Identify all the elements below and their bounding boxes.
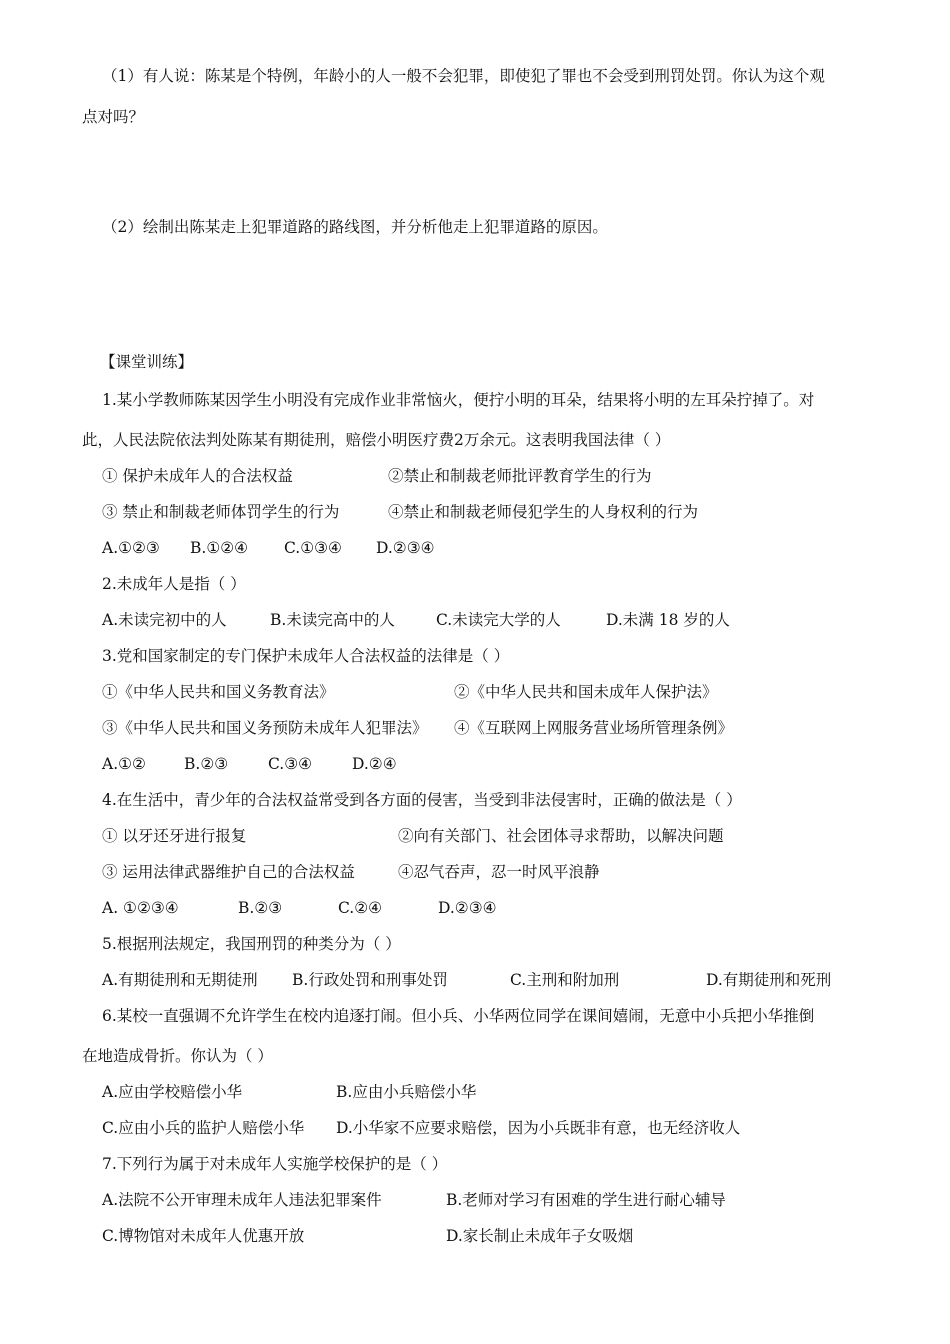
q4-option-d: D.②③④ xyxy=(438,899,497,917)
q2-option-c: C.未读完大学的人 xyxy=(436,611,561,629)
q5-stem: 5.根据刑法规定，我国刑罚的种类分为（ ） xyxy=(102,935,401,953)
q4-option-b: B.②③ xyxy=(238,899,283,917)
q2-option-b: B.未读完高中的人 xyxy=(270,611,395,629)
intro-q1-line2: 点对吗？ xyxy=(82,108,145,126)
q3-statement-2: ②《中华人民共和国未成年人保护法》 xyxy=(454,683,718,701)
q7-option-b: B.老师对学习有困难的学生进行耐心辅导 xyxy=(446,1191,726,1209)
intro-q1-line1: （1）有人说：陈某是个特例，年龄小的人一般不会犯罪，即使犯了罪也不会受到刑罚处罚。你认为这个观 xyxy=(102,67,825,85)
q1-statement-3: ③ 禁止和制裁老师体罚学生的行为 xyxy=(102,503,340,521)
q3-option-a: A.①② xyxy=(102,755,146,773)
q4-statement-2: ②向有关部门、社会团体寻求帮助，以解决问题 xyxy=(398,827,724,845)
q1-statement-2: ②禁止和制裁老师批评教育学生的行为 xyxy=(388,467,652,485)
q4-statement-4: ④忍气吞声，忍一时风平浪静 xyxy=(398,863,600,881)
q6-option-c: C.应由小兵的监护人赔偿小华 xyxy=(102,1119,305,1137)
q6-option-d: D.小华家不应要求赔偿，因为小兵既非有意，也无经济收人 xyxy=(336,1119,741,1137)
section-title: 【课堂训练】 xyxy=(100,353,194,371)
q3-stem: 3.党和国家制定的专门保护未成年人合法权益的法律是（ ） xyxy=(102,647,510,665)
q3-statement-4: ④《互联网上网服务营业场所管理条例》 xyxy=(454,719,734,737)
q1-option-b: B.①②④ xyxy=(190,539,249,557)
q5-option-a: A.有期徒刑和无期徒刑 xyxy=(102,971,258,989)
q3-statement-1: ①《中华人民共和国义务教育法》 xyxy=(102,683,335,701)
q6-option-a: A.应由学校赔偿小华 xyxy=(102,1083,243,1101)
q4-option-c: C.②④ xyxy=(338,899,383,917)
q6-option-b: B.应由小兵赔偿小华 xyxy=(336,1083,477,1101)
q2-option-a: A.未读完初中的人 xyxy=(102,611,227,629)
q4-statement-1: ① 以牙还牙进行报复 xyxy=(102,827,247,845)
q4-stem: 4.在生活中，青少年的合法权益常受到各方面的侵害，当受到非法侵害时，正确的做法是（ ） xyxy=(102,791,742,809)
q7-option-d: D.家长制止未成年子女吸烟 xyxy=(446,1227,634,1245)
q3-option-b: B.②③ xyxy=(184,755,229,773)
q6-stem-line2: 在地造成骨折。你认为（ ） xyxy=(82,1047,273,1065)
q1-stem-line2: 此，人民法院依法判处陈某有期徒刑，赔偿小明医疗费2万余元。这表明我国法律（ ） xyxy=(82,431,671,449)
q1-option-a: A.①②③ xyxy=(102,539,160,557)
q1-statement-4: ④禁止和制裁老师侵犯学生的人身权利的行为 xyxy=(388,503,699,521)
q3-statement-3: ③《中华人民共和国义务预防未成年人犯罪法》 xyxy=(102,719,428,737)
intro-q2: （2）绘制出陈某走上犯罪道路的路线图，并分析他走上犯罪道路的原因。 xyxy=(102,218,608,236)
q1-option-c: C.①③④ xyxy=(284,539,342,557)
q5-option-b: B.行政处罚和刑事处罚 xyxy=(292,971,448,989)
q5-option-c: C.主刑和附加刑 xyxy=(510,971,620,989)
q5-option-d: D.有期徒刑和死刑 xyxy=(706,971,832,989)
q6-stem-line1: 6.某校一直强调不允许学生在校内追逐打闹。但小兵、小华两位同学在课间嬉闹，无意中小兵把小华推倒 xyxy=(102,1007,815,1025)
q2-stem: 2.未成年人是指（ ） xyxy=(102,575,246,593)
q4-option-a: A. ①②③④ xyxy=(102,899,179,917)
q7-stem: 7.下列行为属于对未成年人实施学校保护的是（ ） xyxy=(102,1155,448,1173)
q1-stem-line1: 1.某小学教师陈某因学生小明没有完成作业非常恼火，便拧小明的耳朵，结果将小明的左耳朵拧掉了。对 xyxy=(102,391,815,409)
q3-option-d: D.②④ xyxy=(352,755,397,773)
q1-statement-1: ① 保护未成年人的合法权益 xyxy=(102,467,293,485)
q1-option-d: D.②③④ xyxy=(376,539,435,557)
q3-option-c: C.③④ xyxy=(268,755,313,773)
q4-statement-3: ③ 运用法律武器维护自己的合法权益 xyxy=(102,863,355,881)
q7-option-a: A.法院不公开审理未成年人违法犯罪案件 xyxy=(102,1191,382,1209)
q2-option-d: D.未满 18 岁的人 xyxy=(606,611,730,629)
q7-option-c: C.博物馆对未成年人优惠开放 xyxy=(102,1227,305,1245)
